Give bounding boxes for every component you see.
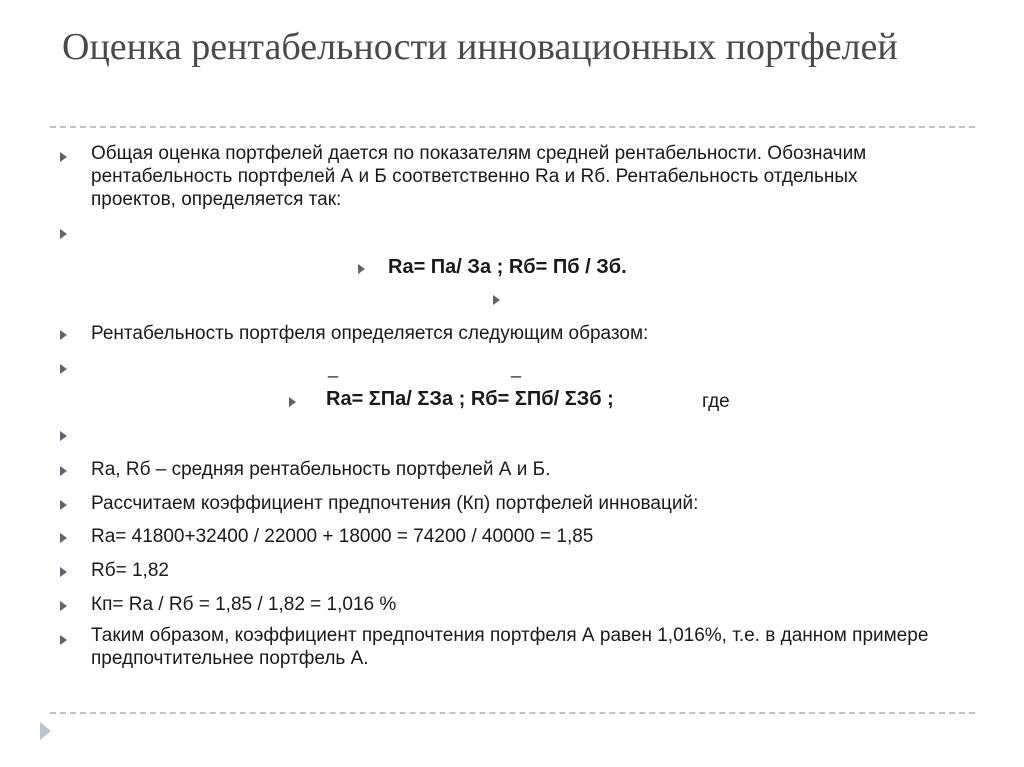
bullet-arrow-icon bbox=[60, 533, 67, 543]
formula-project-profitability: Rа= Па/ За ; Rб= Пб / Зб. bbox=[388, 256, 627, 278]
calc-rb: Rб= 1,82 bbox=[91, 560, 169, 581]
definition-average-profitability: Rа, Rб – средняя рентабельность портфелей А и Б. bbox=[91, 459, 551, 480]
formula-where-label: где bbox=[702, 391, 730, 412]
paragraph-intro: Общая оценка портфелей дается по показателям средней рентабельности. Обозначим рентабельность портфелей А и Б соответственно Rа и Rб. Рентабельность отдельных проектов, определяется так: bbox=[91, 143, 867, 210]
bullet-arrow-icon bbox=[493, 295, 500, 305]
calc-kp: Кп= Rа / Rб = 1,85 / 1,82 = 1,016 % bbox=[91, 594, 397, 615]
bullet-arrow-icon bbox=[60, 364, 67, 374]
paragraph-preference-coefficient: Рассчитаем коэффициент предпочтения (Кп) портфелей инноваций: bbox=[91, 493, 699, 514]
bullet-arrow-icon bbox=[60, 567, 67, 577]
bullet-arrow-icon bbox=[358, 264, 365, 274]
overbar-rb: _ bbox=[511, 358, 522, 378]
formula-portfolio-profitability: Rа= ΣПа/ ΣЗа ; Rб= ΣПб/ ΣЗб ; bbox=[326, 388, 614, 410]
bullet-arrow-icon bbox=[60, 601, 67, 611]
bullet-arrow-icon bbox=[60, 466, 67, 476]
footer-divider bbox=[50, 712, 975, 714]
bullet-arrow-icon bbox=[289, 397, 296, 407]
bullet-arrow-icon bbox=[60, 229, 67, 239]
overbar-ra: _ bbox=[328, 358, 339, 378]
paragraph-portfolio-profitability: Рентабельность портфеля определяется следующим образом: bbox=[91, 323, 649, 344]
slide-title: Оценка рентабельности инновационных портфелей bbox=[62, 26, 898, 68]
title-divider bbox=[50, 126, 975, 128]
bullet-arrow-icon bbox=[60, 500, 67, 510]
bullet-arrow-icon bbox=[60, 635, 67, 645]
next-slide-arrow-icon[interactable] bbox=[40, 722, 51, 740]
paragraph-conclusion: Таким образом, коэффициент предпочтения портфеля А равен 1,016%, т.е. в данном примере предпочтительнее портфель А. bbox=[91, 625, 929, 669]
bullet-arrow-icon bbox=[60, 330, 67, 340]
calc-ra: Rа= 41800+32400 / 22000 + 18000 = 74200 / 40000 = 1,85 bbox=[91, 526, 594, 547]
bullet-arrow-icon bbox=[60, 431, 67, 441]
bullet-arrow-icon bbox=[60, 152, 67, 162]
